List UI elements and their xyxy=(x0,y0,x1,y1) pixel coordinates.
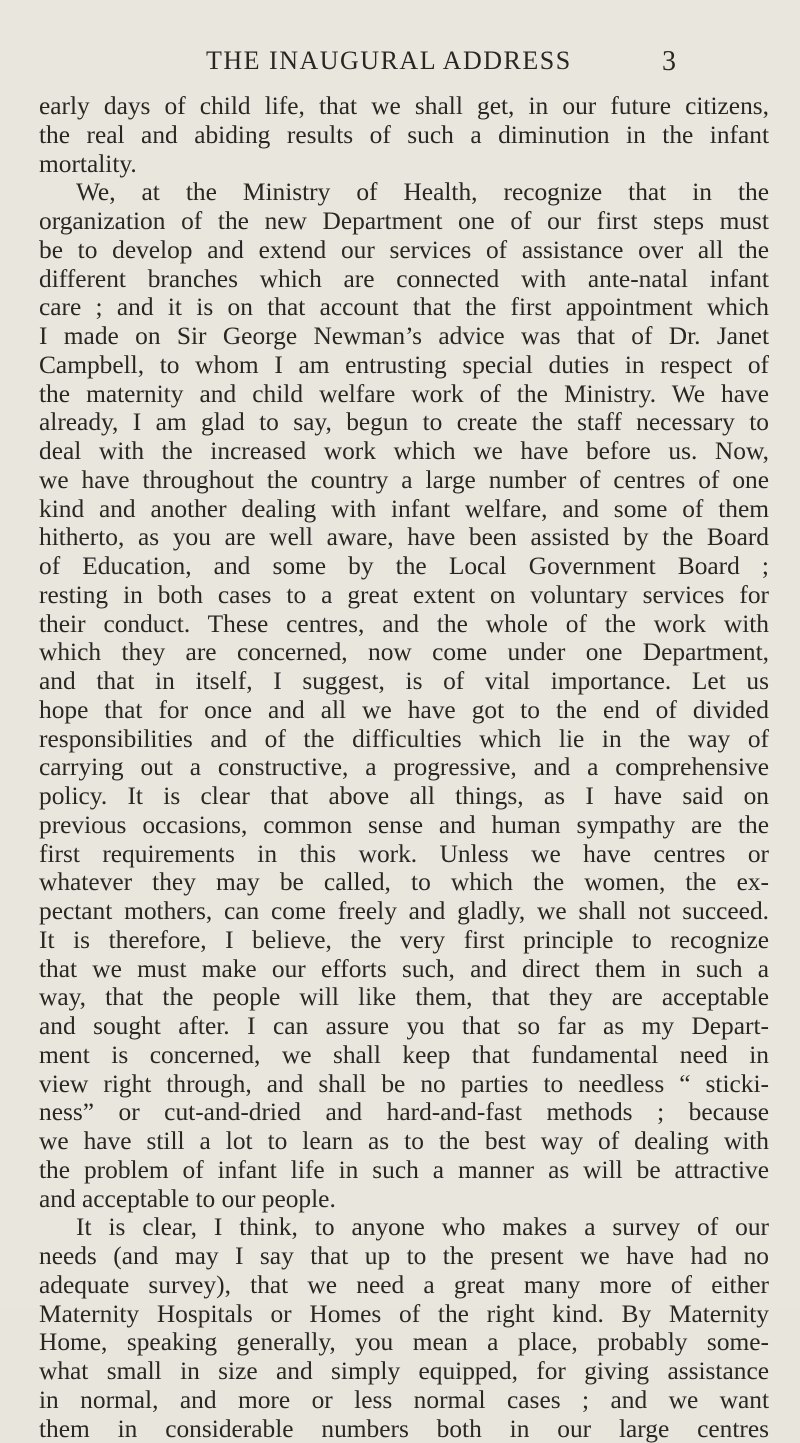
text-line: ment is concerned, we shall keep that fundamental need in xyxy=(39,1041,769,1070)
text-line: we have still a lot to learn as to the best way of dealing with xyxy=(39,1127,769,1156)
text-line: deal with the increased work which we have before us. Now, xyxy=(39,437,769,466)
text-line: already, I am glad to say, begun to create the staff necessary to xyxy=(39,408,769,437)
text-line: It is therefore, I believe, the very first principle to recognize xyxy=(39,926,769,955)
text-line: needs (and may I say that up to the present we have had no xyxy=(39,1242,769,1271)
paragraph-first-line: It is clear, I think, to anyone who makes a survey of our xyxy=(39,1213,769,1242)
text-line: early days of child life, that we shall get, in our future citizens, xyxy=(39,92,769,121)
text-line: organization of the new Department one of our first steps must xyxy=(39,207,769,236)
text-line: in normal, and more or less normal cases ; and we want xyxy=(39,1386,769,1415)
text-line: and sought after. I can assure you that so far as my Depart- xyxy=(39,1012,769,1041)
text-line: be to develop and extend our services of assistance over all the xyxy=(39,236,769,265)
text-line: hitherto, as you are well aware, have been assisted by the Board xyxy=(39,523,769,552)
text-line: previous occasions, common sense and human sympathy are the xyxy=(39,811,769,840)
text-line: kind and another dealing with infant welfare, and some of them xyxy=(39,495,769,524)
body-text xyxy=(39,92,769,1443)
text-line: responsibilities and of the difficulties which lie in the way of xyxy=(39,725,769,754)
text-line: Campbell, to whom I am entrusting special duties in respect of xyxy=(39,351,769,380)
text-line: view right through, and shall be no parties to needless “ sticki- xyxy=(39,1070,769,1099)
running-head xyxy=(0,46,800,86)
text-line: of Education, and some by the Local Government Board ; xyxy=(39,552,769,581)
text-line: policy. It is clear that above all things, as I have said on xyxy=(39,782,769,811)
text-line: their conduct. These centres, and the whole of the work with xyxy=(39,610,769,639)
text-line: way, that the people will like them, that they are acceptable xyxy=(39,983,769,1012)
text-line: what small in size and simply equipped, for giving assistance xyxy=(39,1357,769,1386)
text-line: Home, speaking generally, you mean a place, probably some- xyxy=(39,1328,769,1357)
text-line: and acceptable to our people. xyxy=(39,1185,769,1214)
text-line: resting in both cases to a great extent on voluntary services for xyxy=(39,581,769,610)
text-line: first requirements in this work. Unless we have centres or xyxy=(39,840,769,869)
paragraph-first-line: We, at the Ministry of Health, recognize that in the xyxy=(39,178,769,207)
text-line: that we must make our efforts such, and direct them in such a xyxy=(39,955,769,984)
text-line: different branches which are connected with ante-natal infant xyxy=(39,265,769,294)
text-line: carrying out a constructive, a progressive, and a comprehensive xyxy=(39,753,769,782)
text-line: I made on Sir George Newman’s advice was that of Dr. Janet xyxy=(39,322,769,351)
text-line: them in considerable numbers both in our large centres xyxy=(39,1415,769,1443)
text-line: mortality. xyxy=(39,150,769,179)
text-line: the maternity and child welfare work of the Ministry. We have xyxy=(39,380,769,409)
text-line: we have throughout the country a large number of centres of one xyxy=(39,466,769,495)
text-line: Maternity Hospitals or Homes of the right kind. By Maternity xyxy=(39,1300,769,1329)
text-line: the real and abiding results of such a diminution in the infant xyxy=(39,121,769,150)
text-line: pectant mothers, can come freely and gladly, we shall not succeed. xyxy=(39,897,769,926)
text-line: the problem of infant life in such a manner as will be attractive xyxy=(39,1156,769,1185)
text-line: care ; and it is on that account that the first appointment which xyxy=(39,293,769,322)
page-number: 3 xyxy=(662,46,676,78)
text-line: and that in itself, I suggest, is of vital importance. Let us xyxy=(39,667,769,696)
running-title: THE INAUGURAL ADDRESS xyxy=(206,46,572,76)
text-line: hope that for once and all we have got to the end of divided xyxy=(39,696,769,725)
text-line: ness” or cut-and-dried and hard-and-fast methods ; because xyxy=(39,1098,769,1127)
text-line: which they are concerned, now come under one Department, xyxy=(39,638,769,667)
text-line: whatever they may be called, to which the women, the ex- xyxy=(39,868,769,897)
text-line: adequate survey), that we need a great many more of either xyxy=(39,1271,769,1300)
